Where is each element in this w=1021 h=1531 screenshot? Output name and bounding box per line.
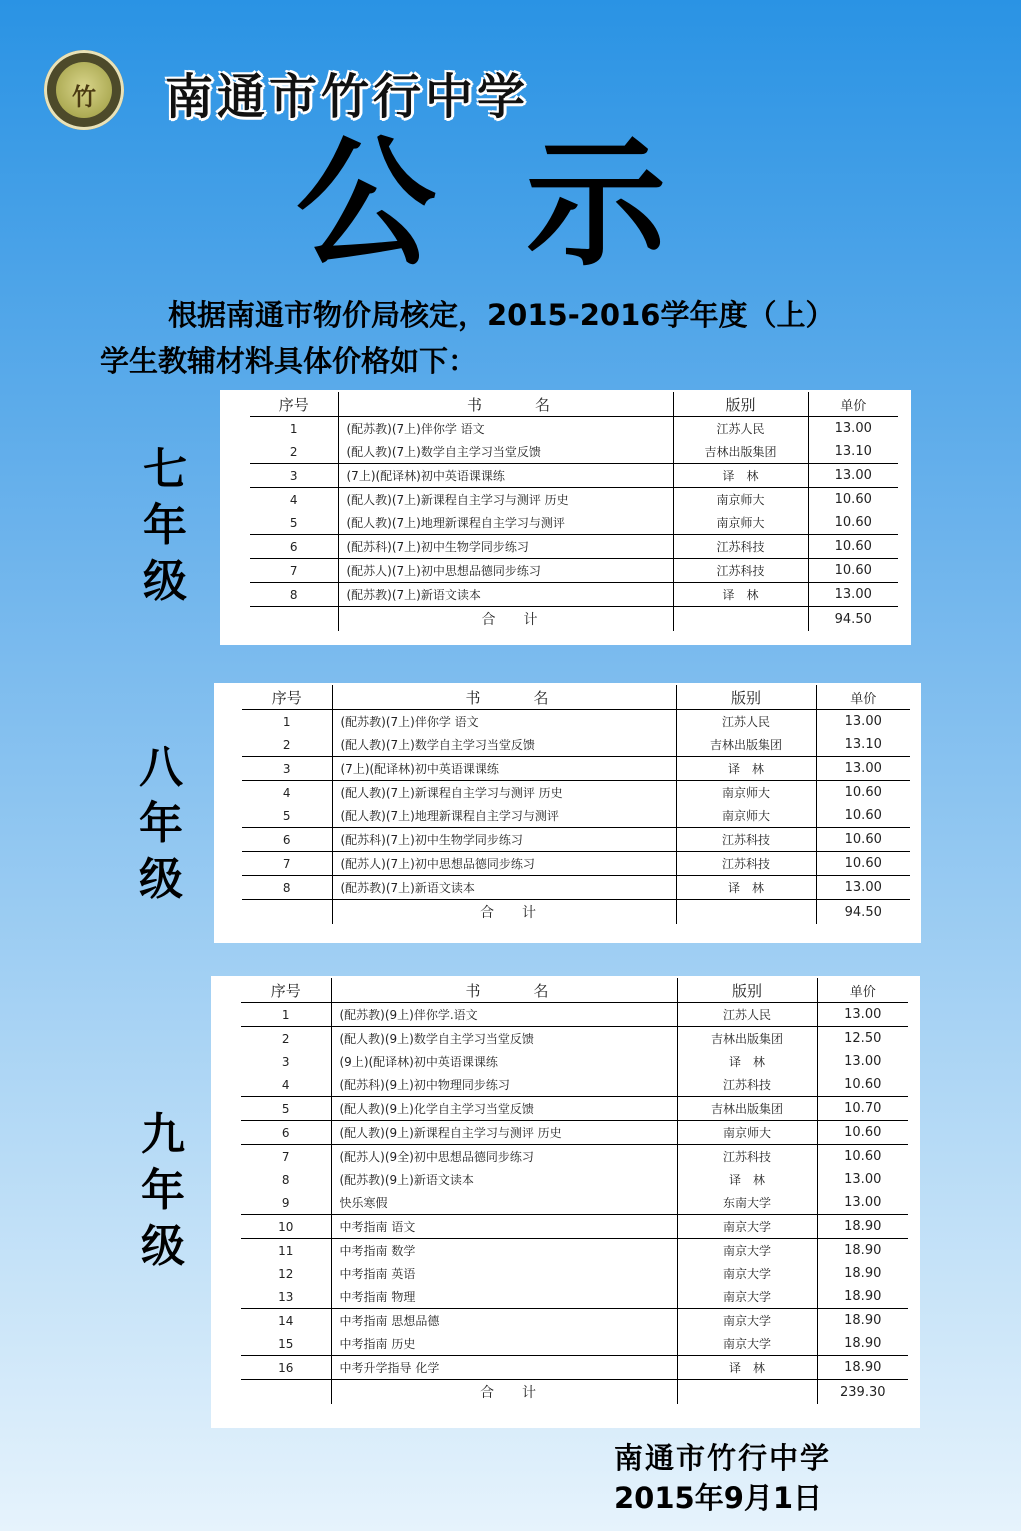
table-row bbox=[242, 876, 910, 900]
column-header-name: 书 名 bbox=[332, 685, 676, 710]
cell-price: 13.00 bbox=[817, 1003, 908, 1027]
cell-price: 10.60 bbox=[808, 559, 898, 583]
cell-name: (配苏教)(9上)伴你学.语文 bbox=[331, 1003, 677, 1027]
table-row bbox=[250, 488, 898, 512]
column-header-price: 单价 bbox=[808, 392, 898, 417]
cell-seq: 7 bbox=[281, 1149, 290, 1164]
grade-9-table bbox=[241, 978, 908, 1404]
cell-name: (配人教)(9上)化学自主学习当堂反馈 bbox=[331, 1097, 677, 1121]
cell-seq: 2 bbox=[242, 733, 332, 757]
cell-name: (9上)(配译林)初中英语课课练 bbox=[331, 1050, 677, 1073]
grade-7-panel bbox=[220, 390, 911, 645]
footer bbox=[614, 1438, 831, 1518]
intro-line-1: 根据南通市物价局核定，2015-2016学年度（上） bbox=[168, 298, 835, 332]
cell-seq: 15 bbox=[241, 1332, 331, 1356]
table-total-row bbox=[241, 1380, 908, 1405]
cell-seq: 3 bbox=[250, 464, 338, 488]
table-header-row bbox=[241, 978, 908, 1003]
cell-seq: 7 bbox=[250, 559, 338, 583]
cell-name: (配苏科)(7上)初中生物学同步练习 bbox=[338, 535, 673, 559]
cell-price: 13.00 bbox=[808, 464, 898, 488]
cell-seq: 2 bbox=[250, 440, 338, 464]
cell-price: 10.60 bbox=[817, 1073, 908, 1097]
column-header-publisher: 版别 bbox=[676, 685, 816, 710]
cell-price: 10.60 bbox=[816, 852, 910, 876]
cell-price: 18.90 bbox=[817, 1356, 908, 1380]
cell-price: 13.00 bbox=[817, 1191, 908, 1215]
cell-price: 13.00 bbox=[808, 417, 898, 441]
cell-publisher: 译 林 bbox=[676, 757, 816, 781]
cell-price: 18.90 bbox=[817, 1262, 908, 1285]
cell-empty bbox=[250, 607, 338, 632]
cell-publisher: 南京大学 bbox=[677, 1309, 817, 1333]
cell-seq: 4 bbox=[241, 1073, 331, 1097]
cell-publisher: 南京大学 bbox=[677, 1239, 817, 1263]
total-value: 94.50 bbox=[808, 607, 898, 632]
total-label: 合 计 bbox=[332, 900, 676, 925]
cell-seq: 5 bbox=[250, 511, 338, 535]
column-header-seq: 序号 bbox=[242, 685, 332, 710]
cell-seq: 2 bbox=[281, 1031, 290, 1046]
cell-publisher: 吉林出版集团 bbox=[677, 1097, 817, 1121]
cell-price: 10.60 bbox=[817, 1145, 908, 1169]
cell-publisher: 江苏科技 bbox=[677, 1145, 817, 1169]
cell-publisher: 东南大学 bbox=[677, 1191, 817, 1215]
cell-seq: 5 bbox=[241, 1097, 331, 1121]
table-row bbox=[241, 1356, 908, 1380]
cell-seq: 6 bbox=[242, 828, 332, 852]
grade-7-table bbox=[250, 392, 898, 631]
table-row bbox=[242, 852, 910, 876]
cell-publisher: 南京师大 bbox=[676, 781, 816, 805]
grade-label-8: 八 年 级 bbox=[139, 742, 183, 905]
cell-seq: 12 bbox=[278, 1266, 294, 1281]
cell-price: 10.60 bbox=[808, 488, 898, 512]
cell-seq: 3 bbox=[281, 1054, 290, 1069]
cell-price: 18.90 bbox=[817, 1239, 908, 1263]
cell-name: (配人教)(7上)数学自主学习当堂反馈 bbox=[332, 733, 676, 757]
cell-price: 10.60 bbox=[817, 1121, 908, 1145]
cell-publisher: 译 林 bbox=[677, 1168, 817, 1191]
cell-name: 中考指南 语文 bbox=[331, 1215, 677, 1239]
cell-price: 13.10 bbox=[808, 440, 898, 464]
table-total-row bbox=[250, 607, 898, 632]
cell-name: 中考指南 数学 bbox=[331, 1239, 677, 1263]
cell-seq: 13 bbox=[241, 1285, 331, 1309]
cell-name: (配苏教)(7上)伴你学 语文 bbox=[338, 417, 673, 441]
cell-name: (配苏教)(7上)伴你学 语文 bbox=[332, 710, 676, 734]
table-row bbox=[242, 804, 910, 828]
cell-publisher: 吉林出版集团 bbox=[677, 1027, 817, 1051]
cell-name: (7上)(配译林)初中英语课课练 bbox=[332, 757, 676, 781]
table-row bbox=[250, 559, 898, 583]
cell-publisher: 吉林出版集团 bbox=[676, 733, 816, 757]
cell-name: (配人教)(7上)数学自主学习当堂反馈 bbox=[338, 440, 673, 464]
table-row bbox=[242, 710, 910, 734]
cell-publisher: 译 林 bbox=[677, 1356, 817, 1380]
cell-seq: 6 bbox=[241, 1121, 331, 1145]
cell-price: 10.60 bbox=[808, 535, 898, 559]
cell-name: 中考指南 历史 bbox=[331, 1332, 677, 1356]
total-label: 合 计 bbox=[331, 1380, 677, 1405]
cell-name: (配苏科)(9上)初中物理同步练习 bbox=[331, 1073, 677, 1097]
table-row bbox=[241, 1215, 908, 1239]
cell-name: 中考指南 思想品德 bbox=[331, 1309, 677, 1333]
intro-line-2: 学生教辅材料具体价格如下： bbox=[100, 344, 478, 378]
cell-publisher: 南京师大 bbox=[677, 1121, 817, 1145]
cell-empty bbox=[241, 1380, 331, 1405]
table-row bbox=[250, 417, 898, 441]
total-value: 239.30 bbox=[817, 1380, 908, 1405]
table-row bbox=[242, 733, 910, 757]
cell-price: 13.00 bbox=[817, 1168, 908, 1191]
table-row bbox=[241, 1050, 908, 1073]
table-row bbox=[241, 1309, 908, 1333]
cell-publisher: 南京大学 bbox=[677, 1285, 817, 1309]
cell-seq: 16 bbox=[241, 1356, 331, 1380]
cell-publisher: 江苏人民 bbox=[677, 1003, 817, 1027]
table-row bbox=[241, 1097, 908, 1121]
cell-publisher: 江苏人民 bbox=[676, 710, 816, 734]
cell-empty bbox=[677, 1380, 817, 1405]
cell-name: (配人教)(9上)数学自主学习当堂反馈 bbox=[331, 1027, 677, 1051]
school-logo bbox=[44, 50, 124, 130]
cell-name: 中考升学指导 化学 bbox=[331, 1356, 677, 1380]
cell-name: (配人教)(7上)地理新课程自主学习与测评 bbox=[332, 804, 676, 828]
column-header-price: 单价 bbox=[817, 978, 908, 1003]
cell-publisher: 南京大学 bbox=[677, 1262, 817, 1285]
cell-price: 10.60 bbox=[816, 781, 910, 805]
table-row bbox=[250, 511, 898, 535]
cell-seq: 10 bbox=[241, 1215, 331, 1239]
cell-publisher: 南京师大 bbox=[673, 488, 808, 512]
cell-publisher: 南京大学 bbox=[677, 1332, 817, 1356]
column-header-publisher: 版别 bbox=[677, 978, 817, 1003]
cell-seq: 1 bbox=[241, 1003, 331, 1027]
grade-label-7: 七 年 级 bbox=[143, 444, 187, 607]
cell-name: (配苏人)(7上)初中思想品德同步练习 bbox=[338, 559, 673, 583]
cell-name: (配人教)(7上)地理新课程自主学习与测评 bbox=[338, 511, 673, 535]
intro-text bbox=[100, 292, 930, 384]
cell-name: (7上)(配译林)初中英语课课练 bbox=[338, 464, 673, 488]
cell-publisher: 南京师大 bbox=[676, 804, 816, 828]
cell-publisher: 江苏科技 bbox=[673, 535, 808, 559]
school-name-header: 南通市竹行中学 bbox=[165, 69, 530, 125]
table-header-row bbox=[242, 685, 910, 710]
cell-publisher: 吉林出版集团 bbox=[673, 440, 808, 464]
column-header-price: 单价 bbox=[816, 685, 910, 710]
cell-name: (配苏人)(7上)初中思想品德同步练习 bbox=[332, 852, 676, 876]
cell-publisher: 译 林 bbox=[676, 876, 816, 900]
column-header-seq: 序号 bbox=[241, 978, 331, 1003]
cell-price: 13.00 bbox=[816, 757, 910, 781]
table-row bbox=[250, 583, 898, 607]
grade-label-9: 九 年 级 bbox=[141, 1109, 185, 1272]
cell-price: 10.60 bbox=[808, 511, 898, 535]
grade-9-panel bbox=[211, 976, 920, 1428]
cell-publisher: 译 林 bbox=[677, 1050, 817, 1073]
table-row bbox=[250, 464, 898, 488]
table-row bbox=[242, 828, 910, 852]
cell-seq: 11 bbox=[278, 1243, 294, 1258]
table-row bbox=[241, 1027, 908, 1051]
cell-price: 18.90 bbox=[817, 1332, 908, 1356]
cell-name: (配苏教)(7上)新语文读本 bbox=[338, 583, 673, 607]
table-row bbox=[241, 1073, 908, 1097]
cell-price: 12.50 bbox=[817, 1027, 908, 1051]
table-row bbox=[241, 1332, 908, 1356]
cell-name: (配苏人)(9全)初中思想品德同步练习 bbox=[331, 1145, 677, 1169]
cell-seq: 14 bbox=[278, 1313, 294, 1328]
table-row bbox=[250, 535, 898, 559]
column-header-name: 书 名 bbox=[338, 392, 673, 417]
total-value: 94.50 bbox=[816, 900, 910, 925]
table-row bbox=[242, 781, 910, 805]
table-row bbox=[242, 757, 910, 781]
cell-seq: 8 bbox=[250, 583, 338, 607]
table-row bbox=[250, 440, 898, 464]
cell-publisher: 江苏科技 bbox=[676, 828, 816, 852]
cell-name: 中考指南 英语 bbox=[331, 1262, 677, 1285]
cell-price: 10.60 bbox=[816, 804, 910, 828]
cell-price: 10.60 bbox=[816, 828, 910, 852]
cell-name: (配人教)(7上)新课程自主学习与测评 历史 bbox=[332, 781, 676, 805]
cell-price: 13.00 bbox=[816, 710, 910, 734]
cell-price: 18.90 bbox=[817, 1309, 908, 1333]
cell-seq: 8 bbox=[281, 1172, 290, 1187]
cell-seq: 9 bbox=[241, 1191, 331, 1215]
cell-seq: 3 bbox=[242, 757, 332, 781]
table-row bbox=[241, 1191, 908, 1215]
cell-publisher: 译 林 bbox=[673, 464, 808, 488]
table-header-row bbox=[250, 392, 898, 417]
table-row bbox=[241, 1239, 908, 1263]
column-header-seq: 序号 bbox=[250, 392, 338, 417]
logo-mark: 竹 bbox=[72, 82, 96, 111]
cell-seq: 1 bbox=[282, 714, 291, 729]
cell-seq: 8 bbox=[242, 876, 332, 900]
cell-price: 13.10 bbox=[816, 733, 910, 757]
cell-name: (配苏教)(7上)新语文读本 bbox=[332, 876, 676, 900]
cell-name: (配苏教)(9上)新语文读本 bbox=[331, 1168, 677, 1191]
grade-8-panel bbox=[214, 683, 921, 943]
cell-publisher: 江苏人民 bbox=[673, 417, 808, 441]
table-row bbox=[241, 1003, 908, 1027]
table-row bbox=[241, 1145, 908, 1169]
cell-name: (配人教)(7上)新课程自主学习与测评 历史 bbox=[338, 488, 673, 512]
footer-school: 南通市竹行中学 bbox=[614, 1441, 832, 1475]
grade-8-table bbox=[242, 685, 910, 924]
column-header-publisher: 版别 bbox=[673, 392, 808, 417]
table-row bbox=[241, 1121, 908, 1145]
cell-seq: 5 bbox=[242, 804, 332, 828]
cell-empty bbox=[673, 607, 808, 632]
cell-price: 13.00 bbox=[817, 1050, 908, 1073]
cell-seq: 6 bbox=[250, 535, 338, 559]
cell-price: 10.70 bbox=[817, 1097, 908, 1121]
cell-name: 中考指南 物理 bbox=[331, 1285, 677, 1309]
cell-name: (配人教)(9上)新课程自主学习与测评 历史 bbox=[331, 1121, 677, 1145]
cell-empty bbox=[242, 900, 332, 925]
cell-price: 13.00 bbox=[808, 583, 898, 607]
cell-publisher: 江苏科技 bbox=[677, 1073, 817, 1097]
cell-name: 快乐寒假 bbox=[331, 1191, 677, 1215]
cell-empty bbox=[676, 900, 816, 925]
cell-name: (配苏科)(7上)初中生物学同步练习 bbox=[332, 828, 676, 852]
cell-seq: 7 bbox=[242, 852, 332, 876]
table-row bbox=[241, 1168, 908, 1191]
cell-publisher: 译 林 bbox=[673, 583, 808, 607]
column-header-name: 书 名 bbox=[331, 978, 677, 1003]
total-label: 合 计 bbox=[338, 607, 673, 632]
cell-seq: 4 bbox=[282, 785, 291, 800]
cell-publisher: 江苏科技 bbox=[673, 559, 808, 583]
footer-date: 2015年9月1日 bbox=[614, 1481, 823, 1515]
table-total-row bbox=[242, 900, 910, 925]
cell-price: 18.90 bbox=[817, 1285, 908, 1309]
table-row bbox=[241, 1262, 908, 1285]
cell-seq: 4 bbox=[289, 492, 298, 507]
cell-publisher: 南京大学 bbox=[677, 1215, 817, 1239]
cell-price: 13.00 bbox=[816, 876, 910, 900]
cell-price: 18.90 bbox=[817, 1215, 908, 1239]
cell-seq: 1 bbox=[289, 421, 298, 436]
cell-publisher: 南京师大 bbox=[673, 511, 808, 535]
table-row bbox=[241, 1285, 908, 1309]
cell-publisher: 江苏科技 bbox=[676, 852, 816, 876]
page-title: 公示 bbox=[296, 123, 757, 286]
